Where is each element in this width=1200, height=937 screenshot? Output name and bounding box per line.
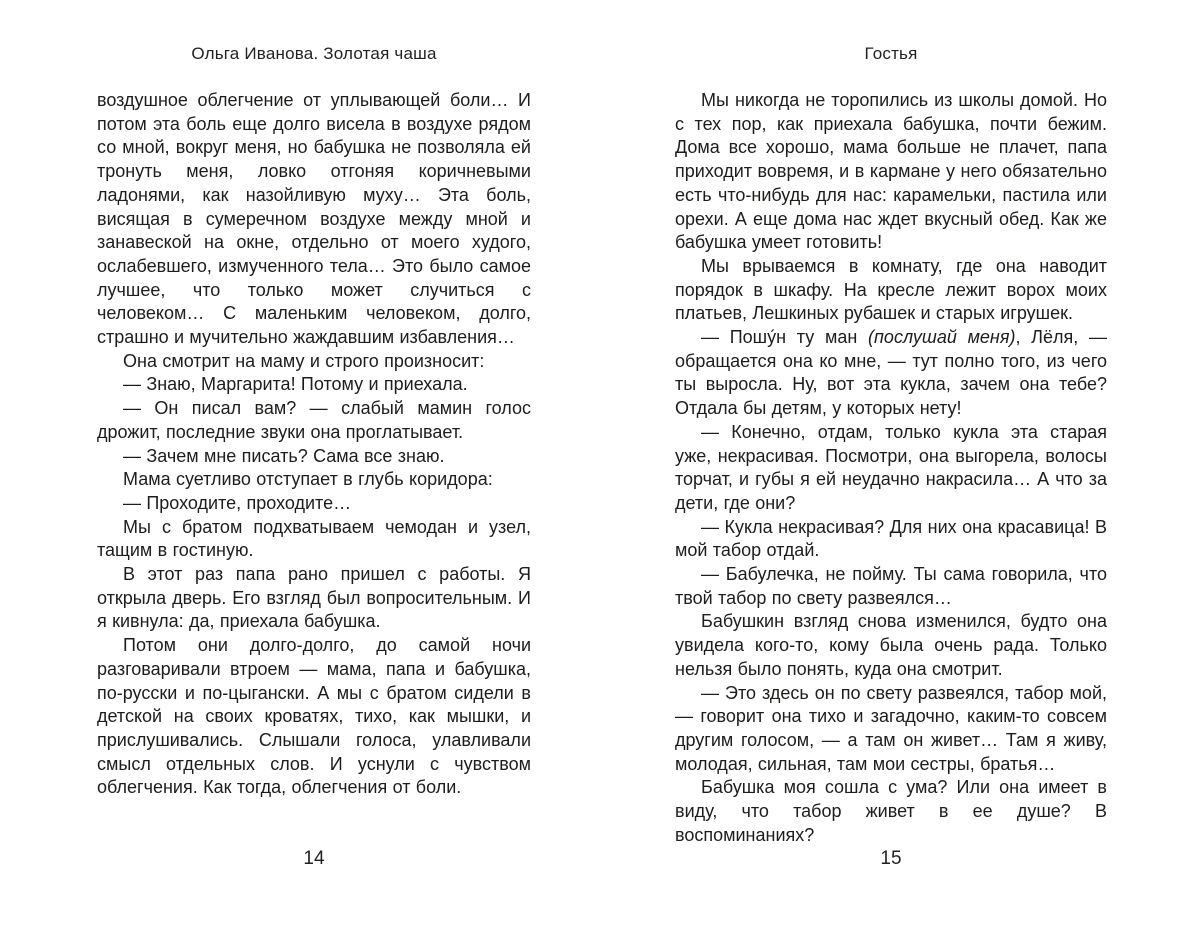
text-segment: Бабушкин взгляд снова изменился, будто она увидела кого-то, кому была очень рада. Только нельзя было понять, куда она смотрит. bbox=[675, 611, 1107, 679]
paragraph bbox=[675, 610, 1107, 681]
text-segment: Мама суетливо отступает в глубь коридора: bbox=[123, 469, 493, 490]
paragraph bbox=[675, 563, 1107, 610]
text-segment: — Зачем мне писать? Сама все знаю. bbox=[123, 445, 445, 466]
paragraph bbox=[97, 563, 531, 634]
left-page-text-column bbox=[97, 89, 531, 800]
page-number-left: 14 bbox=[303, 848, 325, 869]
italic-inline-text: (послушай меня) bbox=[868, 327, 1016, 348]
text-segment: , Лёля, — обращается она ко мне, — тут полно того, из чего ты выросла. Ну, вот эта кукла, зачем она тебе? Отдала бы детям, у которых нету! bbox=[675, 327, 1107, 419]
text-segment: воздушное облегчение от уплывающей боли… И потом эта боль еще долго висела в воздухе рядом со мной, вокруг меня, но бабушка не позволяла ей тронуть меня, ловко отгоняя коричневыми ладонями, как назойливую муху… Эта боль, висящая в сумеречном воздухе между мной и занавеской на окне, отдельно от моего худого, ослабевшего, измученного тела… Это было самое лучшее, что только может случиться с человеком… С маленьким человеком, долго, страшно и мучительно жаждавшим избавления… bbox=[97, 90, 531, 348]
paragraph bbox=[675, 326, 1107, 421]
paragraph bbox=[97, 634, 531, 800]
text-segment: Мы никогда не торопились из школы домой. Но с тех пор, как приехала бабушка, почти бежим. Дома все хорошо, мама больше не плачет, папа приходит вовремя, и в кармане у него обязательно есть что-нибудь для нас: карамельки, пастила или орехи. А еще дома нас ждет вкусный обед. Как же бабушка умеет готовить! bbox=[675, 90, 1107, 253]
text-segment: Мы с братом подхватываем чемодан и узел, тащим в гостиную. bbox=[97, 516, 531, 561]
paragraph bbox=[675, 255, 1107, 326]
running-head-right: Гостья bbox=[864, 44, 918, 63]
text-segment: — Проходите, проходите… bbox=[123, 492, 352, 513]
right-page-text-column bbox=[675, 89, 1107, 848]
paragraph bbox=[675, 421, 1107, 516]
text-segment: — Кукла некрасивая? Для них она красавица! В мой табор отдай. bbox=[675, 516, 1107, 561]
text-segment: — Пошу́н ту ман bbox=[701, 327, 869, 348]
text-segment: Бабушка моя сошла с ума? Или она имеет в виду, что табор живет в ее душе? В воспоминаниях? bbox=[675, 777, 1107, 845]
paragraph bbox=[675, 89, 1107, 255]
text-segment: Потом они долго-долго, до самой ночи разговаривали втроем — мама, папа и бабушка, по-русски и по-цыгански. А мы с братом сидели в детской на своих кроватях, тихо, как мышки, и прислушивались. Слышали голоса, улавливали смысл отдельных слов. И уснули с чувством облегчения. Как тогда, облегчения от боли. bbox=[97, 635, 531, 798]
text-segment: — Конечно, отдам, только кукла эта старая уже, некрасивая. Посмотри, она выгорела, волосы торчат, и губы я ей неудачно накрасила… А что за дети, где они? bbox=[675, 421, 1107, 513]
text-segment: — Знаю, Маргарита! Потому и приехала. bbox=[123, 374, 468, 395]
paragraph bbox=[97, 516, 531, 563]
paragraph bbox=[97, 468, 531, 492]
paragraph bbox=[97, 373, 531, 397]
text-segment: Мы врываемся в комнату, где она наводит порядок в шкафу. На кресле лежит ворох моих платьев, Лешкиных рубашек и старых игрушек. bbox=[675, 255, 1107, 324]
page-number-right: 15 bbox=[880, 848, 902, 869]
paragraph bbox=[97, 492, 531, 516]
paragraph bbox=[97, 89, 531, 350]
text-segment: Она смотрит на маму и строго произносит: bbox=[123, 350, 485, 371]
paragraph bbox=[97, 397, 531, 444]
paragraph bbox=[675, 516, 1107, 563]
paragraph bbox=[97, 350, 531, 374]
paragraph bbox=[675, 776, 1107, 847]
text-segment: — Он писал вам? — слабый мамин голос дрожит, последние звуки она проглатывает. bbox=[97, 398, 531, 442]
text-segment: — Это здесь он по свету развеялся, табор мой, — говорит она тихо и загадочно, каким-то совсем другим голосом, — а там он живет… Там я живу, молодая, сильная, там мои сестры, братья… bbox=[675, 682, 1107, 774]
text-segment: В этот раз папа рано пришел с работы. Я открыла дверь. Его взгляд был вопросительным. И я кивнула: да, приехала бабушка. bbox=[97, 564, 531, 632]
running-head-left: Ольга Иванова. Золотая чаша bbox=[191, 44, 437, 63]
text-segment: — Бабулечка, не пойму. Ты сама говорила, что твой табор по свету развеялся… bbox=[675, 564, 1107, 608]
paragraph bbox=[675, 682, 1107, 777]
paragraph bbox=[97, 445, 531, 469]
